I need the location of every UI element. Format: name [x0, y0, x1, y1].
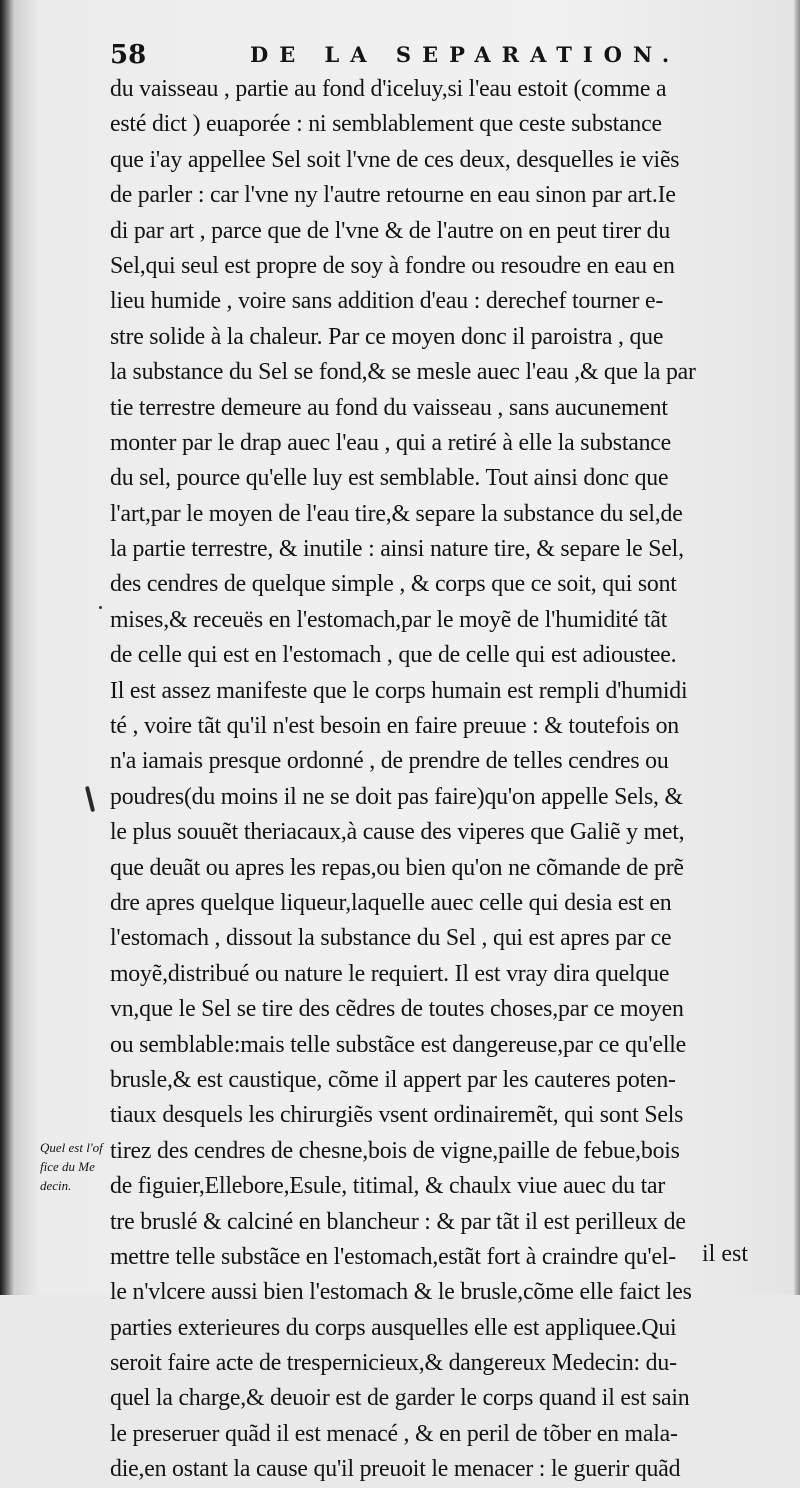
- text-line: mettre telle substãce en l'estomach,estãt fort à craindre qu'el-: [110, 1243, 676, 1270]
- text-line: dre apres quelque liqueur,laquelle auec celle qui desia est en: [110, 889, 672, 916]
- text-line: vn,que le Sel se tire des cẽdres de toutes choses,par ce moyen: [110, 996, 684, 1023]
- text-line: ou semblable:mais telle substãce est dangereuse,par ce qu'elle: [110, 1031, 687, 1058]
- marginal-note: [40, 1138, 120, 1195]
- text-line: moyẽ,distribué ou nature le requiert. Il est vray dira quelque: [110, 960, 670, 987]
- text-line: quel la charge,& deuoir est de garder le corps quand il est sain: [110, 1385, 690, 1412]
- text-line: le plus souuẽt theriacaux,à cause des viperes que Galiẽ y met,: [110, 819, 685, 846]
- text-line: de figuier,Ellebore,Esule, titimal, & chaulx viue auec du tar: [110, 1173, 666, 1200]
- text-line: du vaisseau , partie au fond d'iceluy,si l'eau estoit (comme a: [110, 76, 667, 102]
- text-line: di par art , parce que de l'vne & de l'autre on en peut tirer du: [110, 217, 671, 244]
- running-title: DE LA SEPARATION.: [250, 42, 681, 67]
- text-line: tiaux desquels les chirurgiẽs vsent ordinairemẽt, qui sont Sels: [110, 1102, 684, 1129]
- text-line: la substance du Sel se fond,& se mesle auec l'eau ,& que la par: [110, 359, 696, 386]
- text-line: de celle qui est en l'estomach , que de celle qui est adioustee.: [110, 642, 677, 669]
- ink-smudge: [85, 786, 95, 812]
- text-line: esté dict ) euaporée : ni semblablement que ceste substance: [110, 111, 662, 138]
- text-line: l'art,par le moyen de l'eau tire,& separe la substance du sel,de: [110, 500, 683, 527]
- text-line: n'a iamais presque ordonné , de prendre de telles cendres ou: [110, 748, 669, 775]
- text-line: du sel, pource qu'elle luy est semblable. Tout ainsi donc que: [110, 465, 669, 492]
- text-line: stre solide à la chaleur. Par ce moyen donc il paroistra , que: [110, 323, 664, 350]
- text-line: poudres(du moins il ne se doit pas faire)qu'on appelle Sels, &: [110, 783, 683, 810]
- text-line: le n'vlcere aussi bien l'estomach & le brusle,cõme elle faict les: [110, 1279, 692, 1306]
- text-line: Sel,qui seul est propre de soy à fondre ou resoudre en eau en: [110, 252, 675, 279]
- text-line: que deuãt ou apres les repas,ou bien qu'on ne cõmande de prẽ: [110, 854, 684, 881]
- catchword: il est: [702, 1241, 748, 1267]
- text-line: l'estomach , dissout la substance du Sel , qui est apres par ce: [110, 925, 672, 952]
- text-line: lieu humide , voire sans addition d'eau : derechef tourner e-: [110, 288, 664, 315]
- text-line: parties exterieures du corps ausquelles elle est appliquee.Qui: [110, 1314, 677, 1341]
- text-line: brusle,& est caustique, cõme il appert par les cauteres poten-: [110, 1066, 676, 1093]
- text-line: la partie terrestre, & inutile : ainsi nature tire, & separe le Sel,: [110, 536, 684, 563]
- text-line: le preseruer quãd il est menacé , & en peril de tõber en mala-: [110, 1420, 678, 1447]
- page-header: [110, 38, 750, 72]
- text-line: des cendres de quelque simple , & corps que ce soit, qui sont: [110, 571, 677, 598]
- text-line: tie terrestre demeure au fond du vaisseau , sans aucunement: [110, 394, 668, 421]
- text-line: que i'ay appellee Sel soit l'vne de ces deux, desquelles ie viẽs: [110, 146, 680, 173]
- main-text-block: [110, 72, 765, 1488]
- text-line: Il est assez manifeste que le corps humain est rempli d'humidi: [110, 677, 688, 704]
- text-line: seroit faire acte de trespernicieux,& dangereux Medecin: du-: [110, 1350, 677, 1377]
- ink-speck: [99, 606, 102, 609]
- page-number: 58: [110, 40, 147, 70]
- text-line: tre bruslé & calciné en blancheur : & par tãt il est perilleux de: [110, 1208, 686, 1235]
- text-line: monter par le drap auec l'eau , qui a retiré à elle la substance: [110, 429, 672, 456]
- text-line: té , voire tãt qu'il n'est besoin en faire preuue : & toutefois on: [110, 713, 679, 740]
- marginal-note-line: fice du Me: [40, 1159, 95, 1174]
- text-line: mises,& receuës en l'estomach,par le moyẽ de l'humidité tãt: [110, 606, 668, 633]
- marginal-note-line: decin.: [40, 1178, 72, 1193]
- text-line: die,en ostant la cause qu'il preuoit le menacer : le guerir quãd: [110, 1456, 681, 1483]
- marginal-note-line: Quel est l'of: [40, 1140, 103, 1155]
- text-line: de parler : car l'vne ny l'autre retourne en eau sinon par art.Ie: [110, 182, 676, 209]
- text-line: tirez des cendres de chesne,bois de vigne,paille de febue,bois: [110, 1137, 680, 1164]
